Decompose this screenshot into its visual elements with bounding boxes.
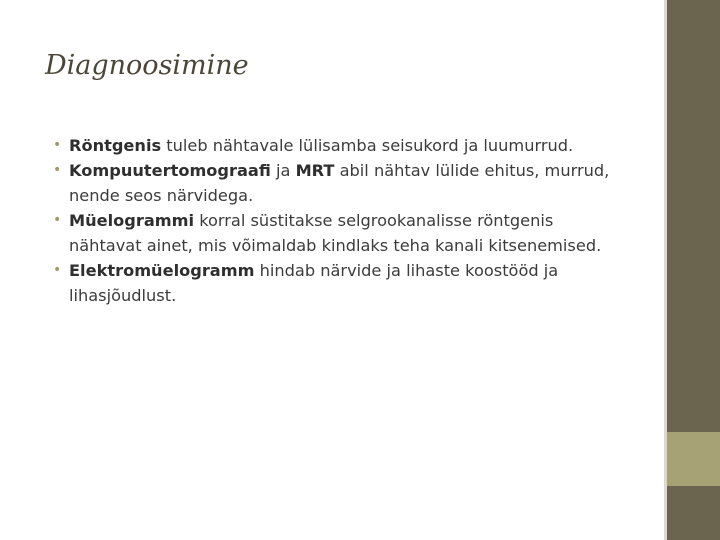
bullet-term: Kompuutertomograafi bbox=[69, 161, 271, 180]
bullet-term: MRT bbox=[295, 161, 335, 180]
bullet-item-muelogramm bbox=[53, 208, 623, 258]
slide-title: Diagnoosimine bbox=[45, 50, 249, 81]
bullet-term: Röntgenis bbox=[69, 136, 162, 155]
bullet-text: korral süstitakse selgrookanalisse röntgenis nähtavat ainet, mis võimaldab kindlaks teha kanali kitsenemised. bbox=[69, 211, 602, 255]
bullet-dot-icon: • bbox=[53, 262, 62, 278]
bullet-term: Elektromüelogramm bbox=[69, 261, 255, 280]
bullet-item-kompuutertomograafia bbox=[53, 158, 623, 208]
bullet-dot-icon: • bbox=[53, 137, 62, 153]
bullet-text: abil nähtav lülide ehitus, murrud, nende seos närvidega. bbox=[69, 161, 610, 205]
sidebar-accent-block bbox=[667, 432, 720, 486]
bullet-dot-icon: • bbox=[53, 162, 62, 178]
bullet-item-elektromuelogramm bbox=[53, 258, 623, 308]
bullet-dot-icon: • bbox=[53, 212, 62, 228]
bullet-list bbox=[53, 133, 623, 308]
bullet-text: ja bbox=[270, 161, 296, 180]
bullet-text: tuleb nähtavale lülisamba seisukord ja luumurrud. bbox=[161, 136, 574, 155]
bullet-item-rontgen bbox=[53, 133, 623, 158]
bullet-text: hindab närvide ja lihaste koostööd ja lihasjõudlust. bbox=[69, 261, 559, 305]
bullet-term: Müelogrammi bbox=[69, 211, 195, 230]
